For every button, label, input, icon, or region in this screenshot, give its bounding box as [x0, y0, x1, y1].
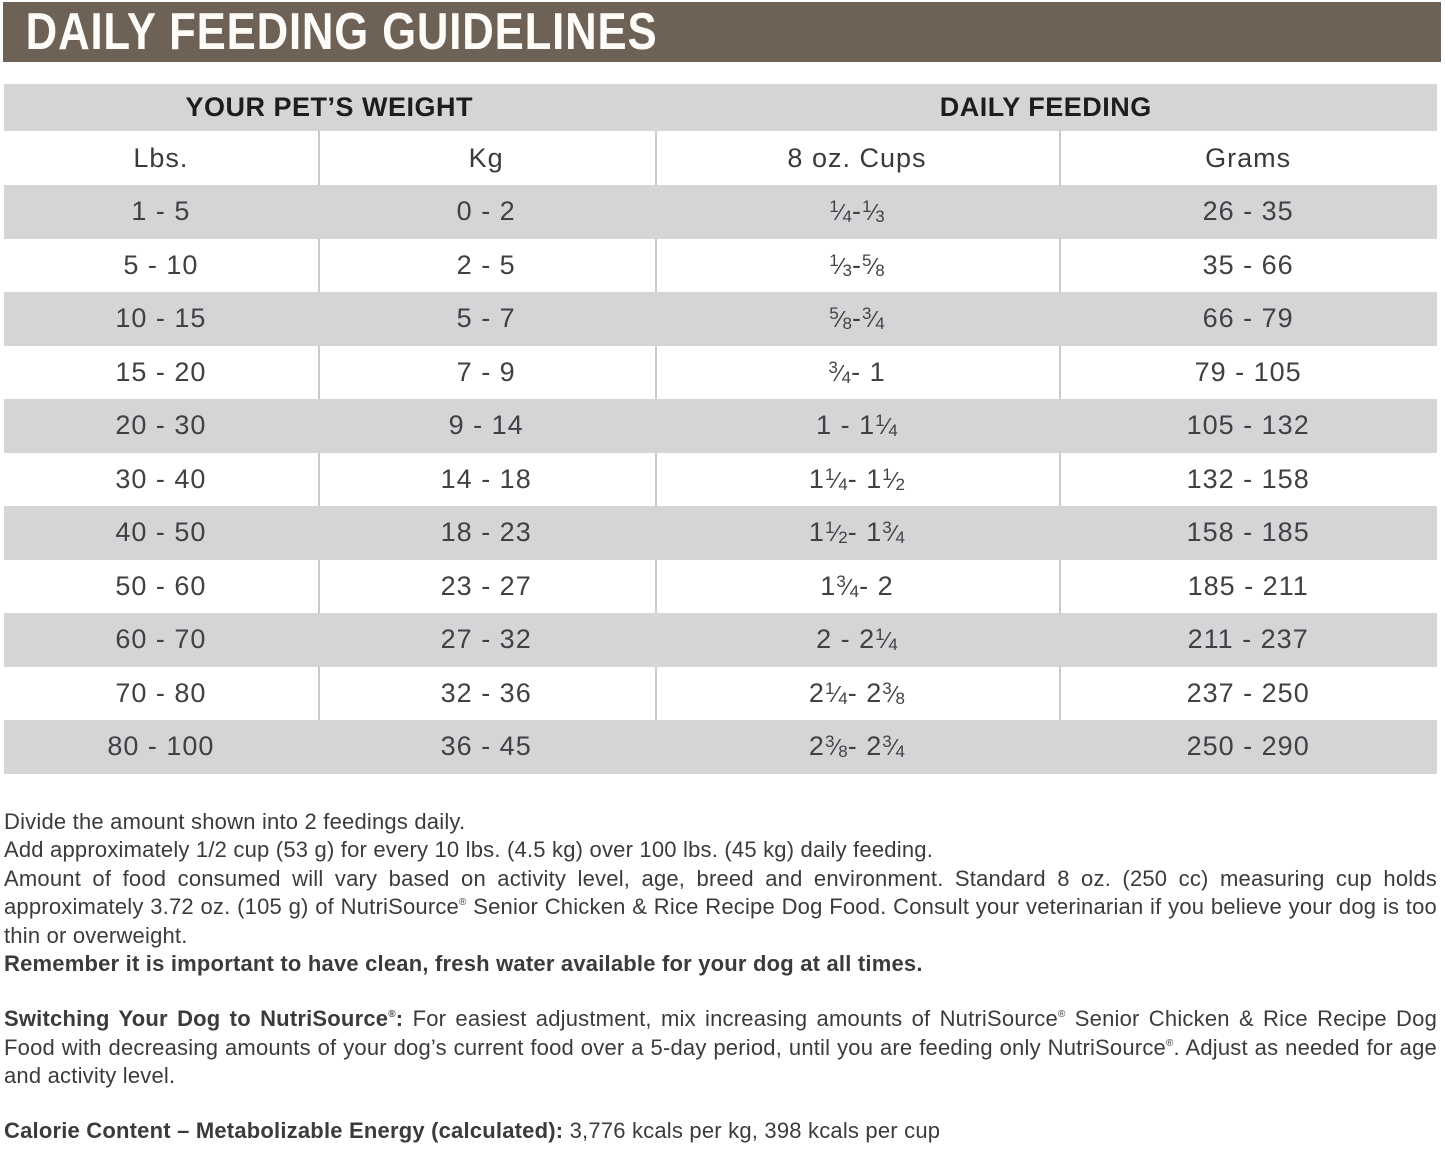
table-row [4, 560, 1437, 614]
table-cell: 18 - 23 [440, 517, 532, 548]
table-cell: 79 - 105 [1059, 346, 1437, 400]
table-cell: 15 - 20 [115, 356, 207, 387]
table-row [4, 667, 1437, 721]
note-paragraph [4, 865, 1437, 951]
table-column-header-row [4, 131, 1437, 185]
note-paragraph [4, 1117, 1437, 1146]
column-header: 8 oz. Cups [655, 131, 1060, 185]
fraction: $^3⁄_8$ [882, 678, 906, 708]
table-cell: 10 - 15 [115, 303, 207, 334]
table-cell: 80 - 100 [107, 731, 215, 762]
table-cell: 2 - 2 $^1⁄_4$ [816, 624, 898, 655]
fraction: $^1⁄_4$ [829, 197, 852, 227]
table-body [4, 185, 1437, 774]
table-row [4, 292, 1437, 346]
fraction: $^5⁄_8$ [861, 250, 885, 280]
table-cell: $^1⁄_4$ - $^1⁄_3$ [829, 196, 885, 227]
fraction: $^3⁄_8$ [824, 732, 848, 762]
table-cell: 2 - 5 [318, 239, 655, 293]
group-header-pet-weight: YOUR PET’S WEIGHT [185, 92, 474, 122]
note-text: Amount of food consumed will vary based on activity level, age, breed and environment. Standard 8 oz. (250 cc) measuring cup holds approximately 3.72 oz. (105 g) of NutriSource® Senior Chicken & Rice Recipe Dog Food. Consult your veterinarian if you believe your dog is too thin or overweight. [4, 865, 1437, 948]
table-row [4, 346, 1437, 400]
table-row [4, 506, 1437, 560]
title-banner [3, 2, 1441, 62]
table-cell: 1 - 1 $^1⁄_4$ [816, 410, 898, 441]
column-header: Lbs. [133, 142, 189, 173]
page-title: DAILY FEEDING GUIDELINES [25, 3, 658, 61]
registered-trademark-symbol: ® [388, 1009, 396, 1021]
note-text: For easiest adjustment, mix increasing amounts of NutriSource® Senior Chicken & Rice Recipe Dog Food with decreasing amounts of your dog’s current food over a 5-day period, until you are feeding only NutriSource®. Adjust as needed for age and activity level. [4, 1006, 1438, 1089]
table-cell: 132 - 158 [1059, 453, 1437, 507]
table-cell: 237 - 250 [1059, 667, 1437, 721]
fraction: $^1⁄_4$ [824, 678, 848, 708]
table-cell: 27 - 32 [440, 624, 532, 655]
registered-trademark-symbol: ® [459, 897, 467, 909]
table-cell: 7 - 9 [318, 346, 655, 400]
table-cell: $^1⁄_3$ - $^5⁄_8$ [655, 239, 1060, 293]
table-cell: 60 - 70 [115, 624, 207, 655]
table-cell: 32 - 36 [318, 667, 655, 721]
fraction: $^1⁄_4$ [875, 411, 898, 441]
table-cell: 14 - 18 [318, 453, 655, 507]
note-paragraph [4, 836, 1437, 865]
table-cell: 66 - 79 [1202, 303, 1294, 334]
table-cell: 158 - 185 [1186, 517, 1310, 548]
table-row [4, 399, 1437, 453]
note-text: 3,776 kcals per kg, 398 kcals per cup [563, 1117, 941, 1143]
table-cell: 211 - 237 [1187, 624, 1309, 655]
table-row [4, 453, 1437, 507]
table-cell: 36 - 45 [440, 731, 532, 762]
note-paragraph [4, 1005, 1437, 1091]
table-row [4, 185, 1437, 239]
table-cell: 70 - 80 [115, 677, 207, 708]
table-cell: 2 $^3⁄_8$ - 2 $^3⁄_4$ [808, 731, 906, 762]
table-row [4, 613, 1437, 667]
feeding-notes [4, 808, 1437, 1146]
fraction: $^3⁄_4$ [828, 357, 852, 387]
column-header: Kg [318, 131, 655, 185]
table-cell: 1 $^1⁄_4$ - 1 $^1⁄_2$ [655, 453, 1060, 507]
fraction: $^1⁄_3$ [861, 197, 885, 227]
table-cell: 30 - 40 [115, 463, 207, 494]
fraction: $^3⁄_4$ [836, 571, 860, 601]
note-bold-text: Switching Your Dog to NutriSource®: [4, 1006, 404, 1032]
table-cell: 5 - 7 [456, 303, 516, 334]
note-text: Add approximately 1/2 cup (53 g) for every 10 lbs. (4.5 kg) over 100 lbs. (45 kg) daily feeding. [4, 837, 934, 863]
table-cell: 20 - 30 [115, 410, 207, 441]
table-cell: 2 $^1⁄_4$ - 2 $^3⁄_8$ [655, 667, 1060, 721]
fraction: $^1⁄_2$ [824, 518, 848, 548]
table-cell: 1 - 5 [131, 196, 191, 227]
fraction: $^3⁄_4$ [882, 732, 906, 762]
table-row [4, 720, 1437, 774]
table-cell: 23 - 27 [318, 560, 655, 614]
table-cell: 9 - 14 [448, 410, 524, 441]
table-cell: 50 - 60 [115, 570, 207, 601]
table-cell: 105 - 132 [1186, 410, 1310, 441]
table-cell: 250 - 290 [1186, 731, 1310, 762]
table-cell: 35 - 66 [1059, 239, 1437, 293]
fraction: $^3⁄_4$ [861, 304, 885, 334]
column-header: Grams [1059, 131, 1437, 185]
fraction: $^5⁄_8$ [829, 304, 852, 334]
note-bold-text: Calorie Content – Metabolizable Energy (calculated): [4, 1117, 564, 1143]
table-cell: 1 $^3⁄_4$ - 2 [655, 560, 1060, 614]
feeding-table [4, 84, 1437, 774]
registered-trademark-symbol: ® [1165, 1037, 1174, 1049]
table-cell: 1 $^1⁄_2$ - 1 $^3⁄_4$ [808, 517, 906, 548]
fraction: $^1⁄_2$ [882, 464, 906, 494]
table-cell: 185 - 211 [1059, 560, 1437, 614]
fraction: $^1⁄_3$ [829, 250, 852, 280]
fraction: $^1⁄_4$ [875, 625, 898, 655]
table-cell: 5 - 10 [123, 249, 199, 280]
note-paragraph [4, 950, 1437, 979]
registered-trademark-symbol: ® [1057, 1009, 1066, 1021]
table-group-header-bar [4, 84, 1437, 131]
table-cell: 26 - 35 [1202, 196, 1294, 227]
note-paragraph [4, 808, 1437, 837]
feeding-guidelines-panel [0, 2, 1445, 1145]
table-cell: 40 - 50 [115, 517, 207, 548]
table-cell: $^5⁄_8$ - $^3⁄_4$ [829, 303, 885, 334]
note-bold-text: Remember it is important to have clean, fresh water available for your dog at all times. [4, 951, 923, 977]
table-cell: $^3⁄_4$ - 1 [655, 346, 1060, 400]
note-text: Divide the amount shown into 2 feedings daily. [4, 808, 466, 834]
table-cell: 0 - 2 [456, 196, 516, 227]
fraction: $^1⁄_4$ [824, 464, 848, 494]
table-row [4, 239, 1437, 293]
fraction: $^3⁄_4$ [882, 518, 906, 548]
group-header-daily-feeding: DAILY FEEDING [939, 92, 1152, 122]
